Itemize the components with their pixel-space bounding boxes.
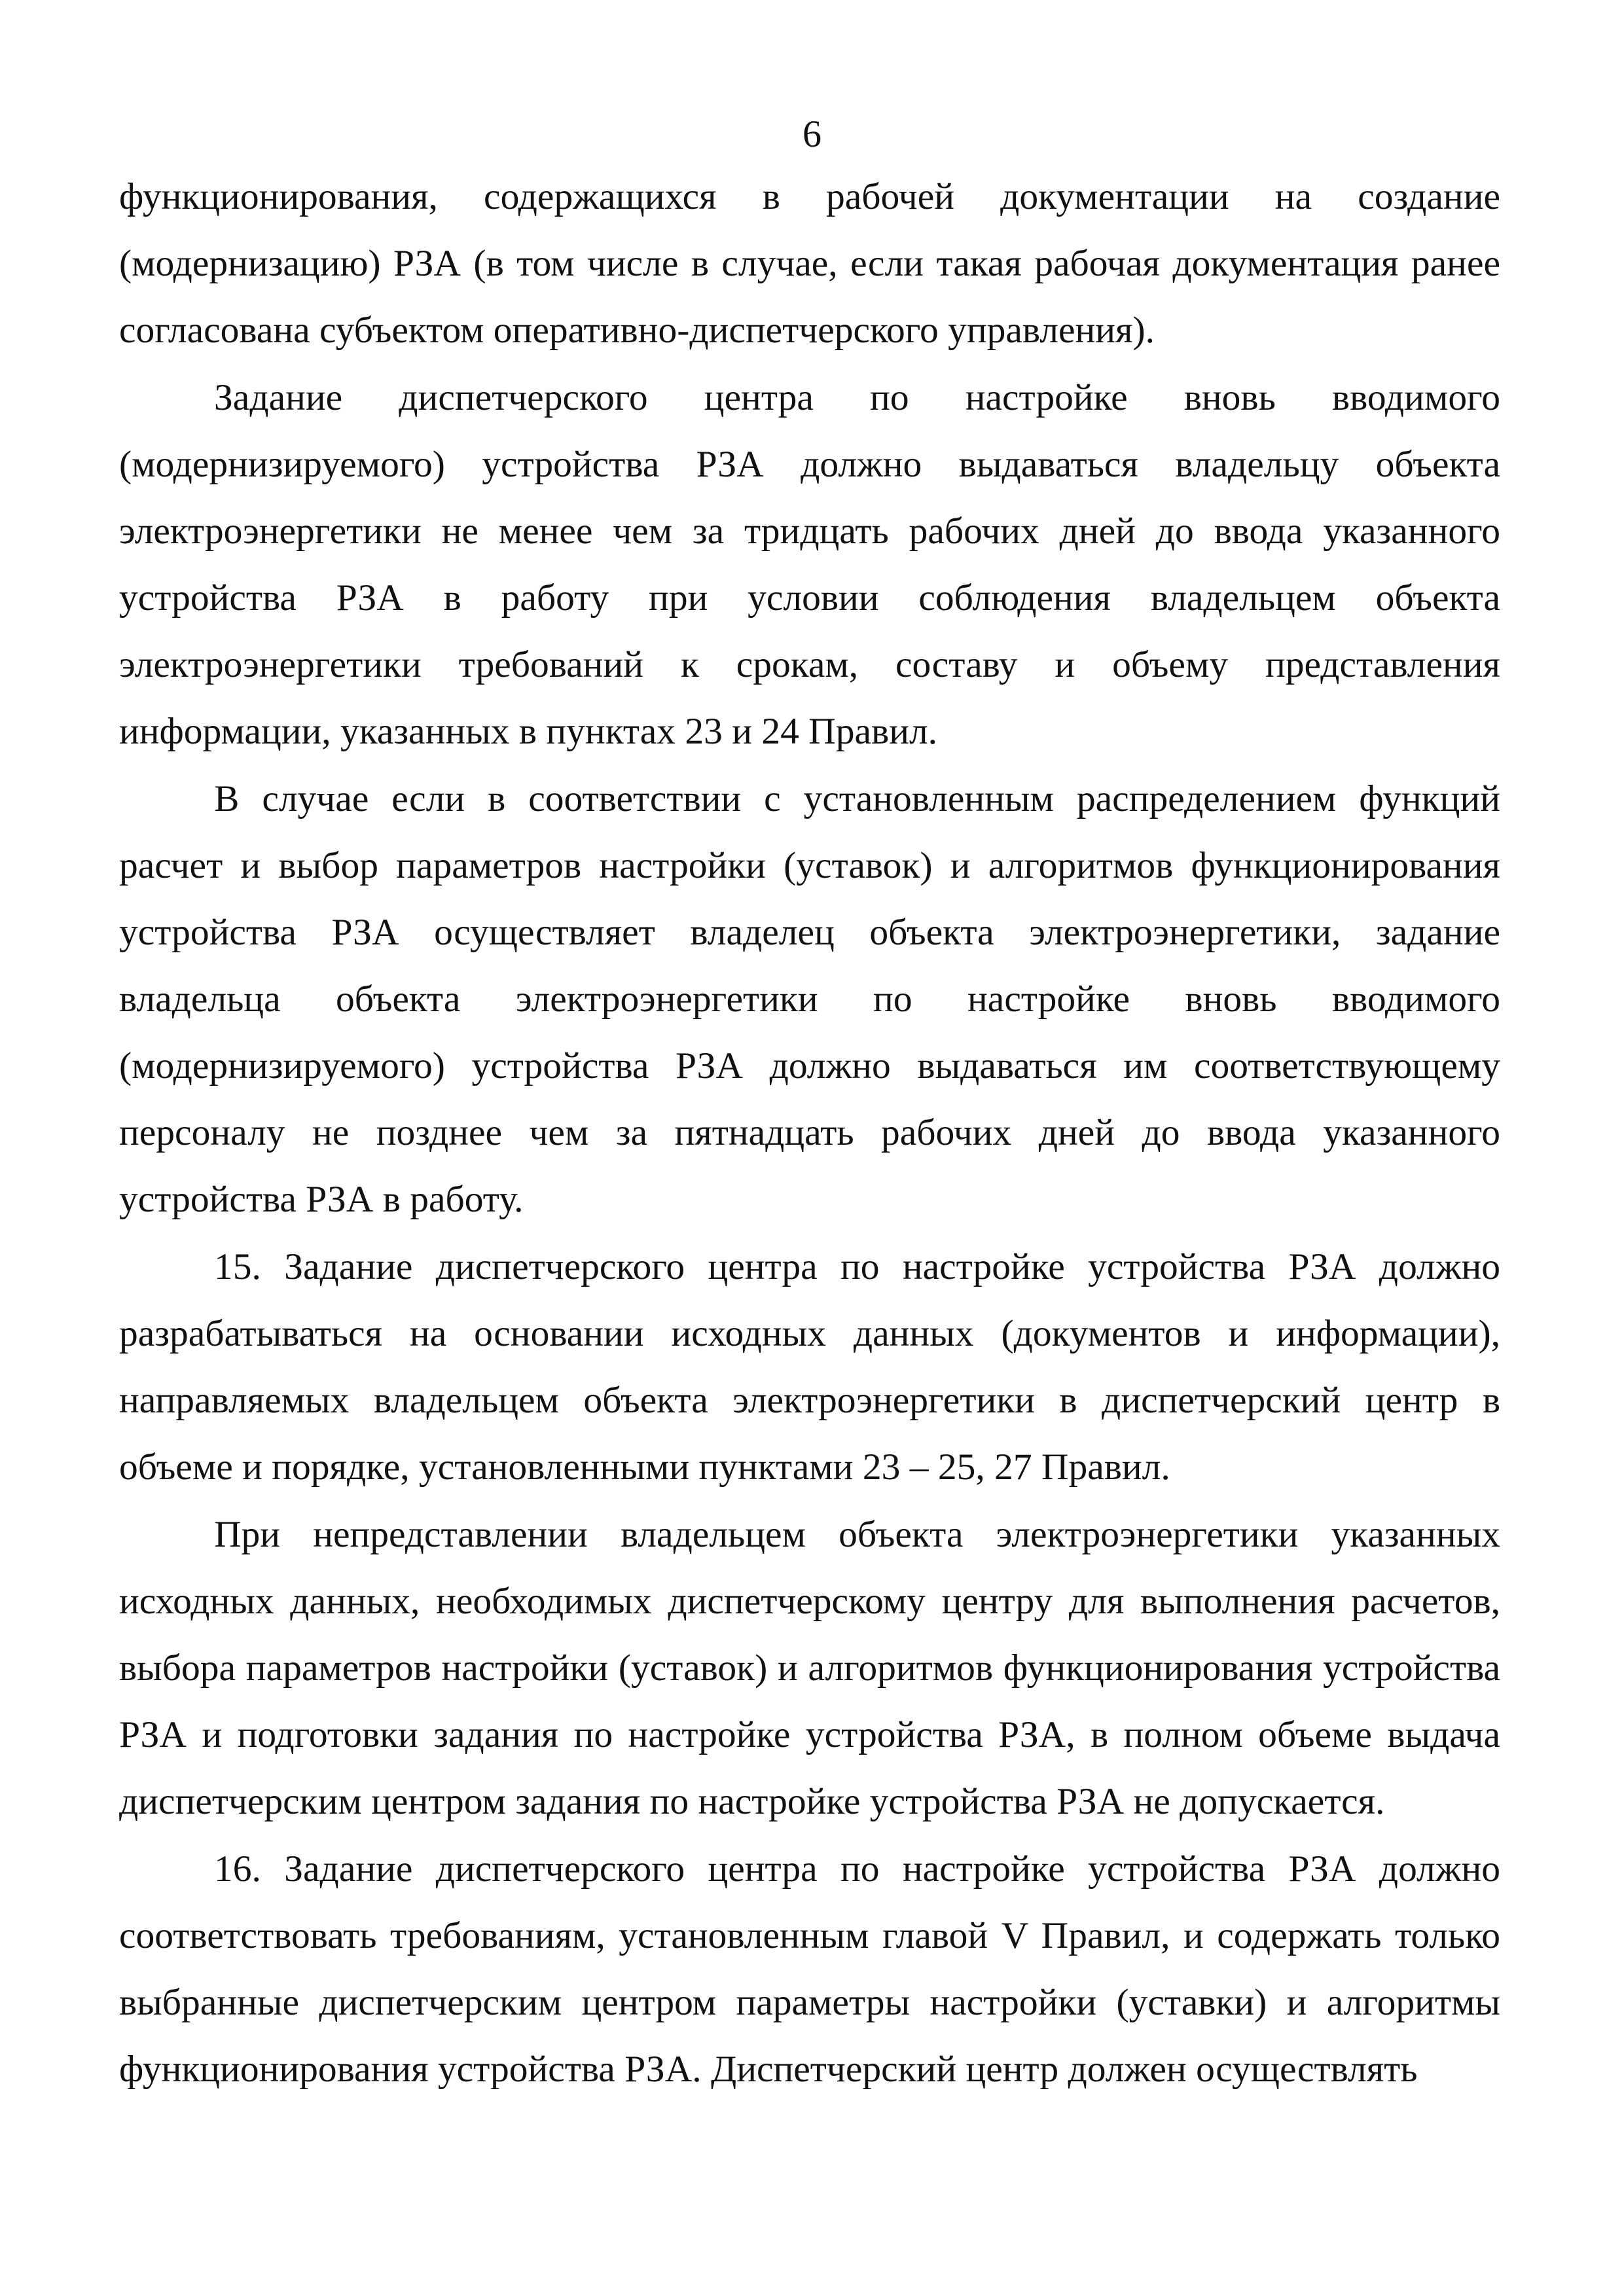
paragraph-item-16: 16. Задание диспетчерского центра по настройке устройства РЗА должно соответствовать требованиям, установленным главой V Правил, и содержать только выбранные диспетчерским центром параметры настройки (уставки) и алгоритмы функционирования устройства РЗА. Диспетчерский центр должен осуществлять (119, 1848, 1500, 2090)
page-number: 6 (803, 113, 821, 155)
paragraph-owner-task-deadline: В случае если в соответствии с установленным распределением функций расчет и выбор параметров настройки (уставок) и алгоритмов функционирования устройства РЗА осуществляет владелец объекта электроэнергетики, задание владельца объекта электроэнергетики по настройке вновь вводимого (модернизируемого) устройства РЗА должно выдаваться им соответствующему персоналу не позднее чем за пятнадцать рабочих дней до ввода указанного устройства РЗА в работу. (119, 778, 1500, 1220)
document-body (119, 164, 1500, 2103)
paragraph-continuation: функционирования, содержащихся в рабочей документации на создание (модернизацию) РЗА (в том числе в случае, если такая рабочая документация ранее согласована субъектом оперативно-диспетчерского управления). (119, 176, 1500, 351)
paragraph-missing-data: При непредставлении владельцем объекта электроэнергетики указанных исходных данных, необходимых диспетчерскому центру для выполнения расчетов, выбора параметров настройки (уставок) и алгоритмов функционирования устройства РЗА и подготовки задания по настройке устройства РЗА, в полном объеме выдача диспетчерским центром задания по настройке устройства РЗА не допускается. (119, 1514, 1500, 1822)
paragraph-dispatch-task-deadline: Задание диспетчерского центра по настройке вновь вводимого (модернизируемого) устройства РЗА должно выдаваться владельцу объекта электроэнергетики не менее чем за тридцать рабочих дней до ввода указанного устройства РЗА в работу при условии соблюдения владельцем объекта электроэнергетики требований к срокам, составу и объему представления информации, указанных в пунктах 23 и 24 Правил. (119, 377, 1500, 752)
paragraph-item-15: 15. Задание диспетчерского центра по настройке устройства РЗА должно разрабатываться на основании исходных данных (документов и информации), направляемых владельцем объекта электроэнергетики в диспетчерский центр в объеме и порядке, установленными пунктами 23 – 25, 27 Правил. (119, 1246, 1500, 1488)
